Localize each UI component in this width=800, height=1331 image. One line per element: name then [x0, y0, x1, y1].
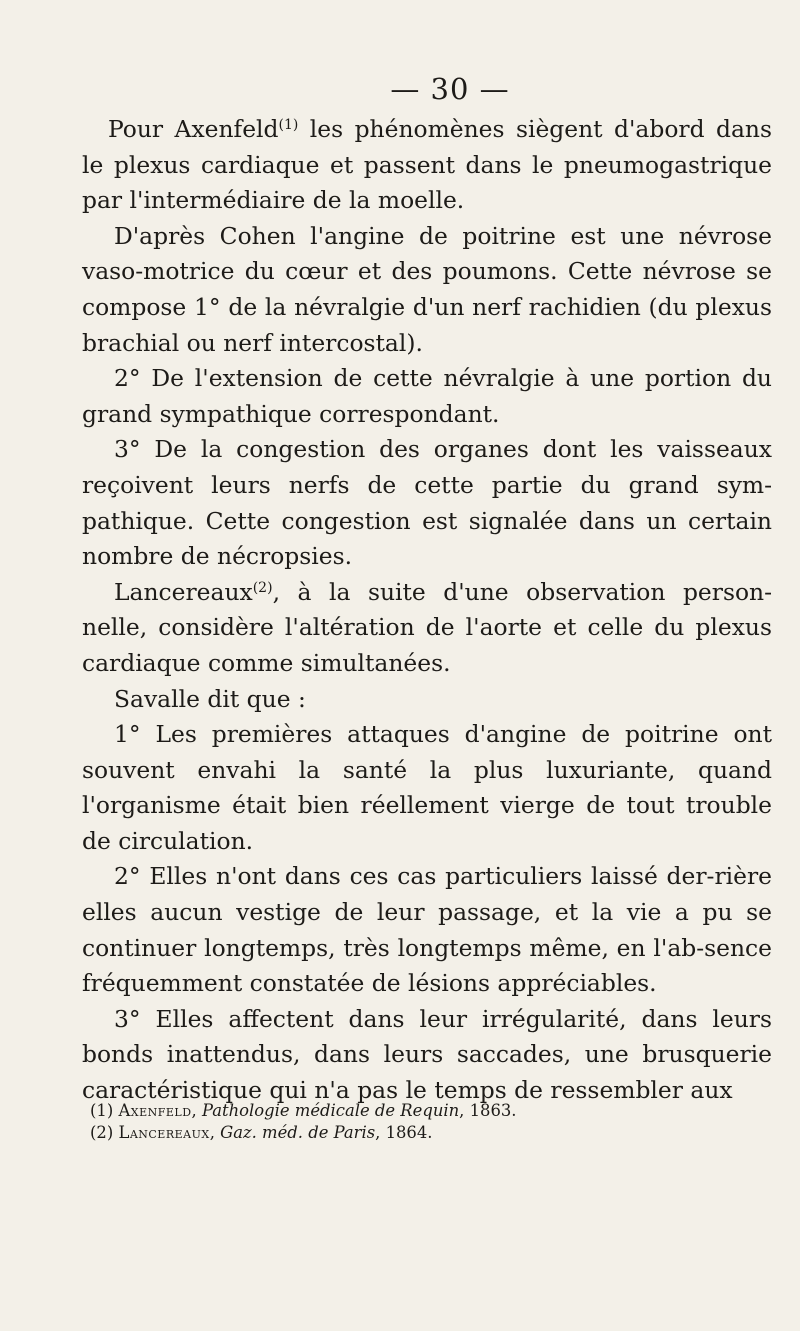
- paragraph-axenfeld: [82, 112, 772, 219]
- footnote-ref-2: (2): [252, 579, 273, 596]
- paragraph-text: , à la suite d'une observation person-nelle, considère l'altération de l'aorte et celle du plexus cardiaque comme simultanées.: [82, 577, 772, 677]
- footnote-work: Gaz. méd. de Paris: [220, 1123, 376, 1142]
- footnote-number: (1): [90, 1101, 114, 1120]
- footnote-separator: ,: [191, 1101, 202, 1120]
- footnote-1: [82, 1100, 772, 1122]
- footnote-rest: , 1863.: [459, 1101, 517, 1120]
- paragraph-text: les phénomènes siègent d'abord dans le plexus cardiaque et passent dans le pneumogastrique par l'intermédiaire de la moelle.: [82, 115, 773, 215]
- footnote-separator: ,: [209, 1123, 221, 1142]
- footnote-author: Lancereaux: [118, 1123, 210, 1142]
- paragraph-text: Lancereaux: [114, 577, 253, 606]
- paragraph-lancereaux: [82, 575, 772, 682]
- footnote-ref-1: (1): [278, 117, 299, 133]
- paragraph-savalle-2: 2° Elles n'ont dans ces cas particuliers laissé der-rière elles aucun vestige de leur passage, et la vie a pu se continuer longtemps, très longtemps même, en l'ab-sence fréquemment constatée de lésions appréciables.: [82, 862, 772, 998]
- paragraph-savalle-1: 1° Les premières attaques d'angine de poitrine ont souvent envahi la santé la plus luxuriante, quand l'organisme était bien réellement vierge de tout trouble de circulation.: [82, 720, 772, 855]
- paragraph-point-3: 3° De la congestion des organes dont les vaisseaux reçoivent leurs nerfs de cette partie du grand sym-pathique. Cette congestion est signalée dans un certain nombre de nécropsies.: [82, 435, 772, 571]
- footnotes: [82, 1100, 772, 1144]
- paragraph-savalle-3: 3° Elles affectent dans leur irrégularité, dans leurs bonds inattendus, dans leurs saccades, une brusquerie caractéristique qui n'a pas le temps de ressembler aux: [82, 1004, 772, 1105]
- body-text: [82, 112, 772, 1109]
- paragraph-savalle: Savalle dit que :: [114, 684, 306, 713]
- paragraph-text: Pour Axenfeld: [108, 115, 279, 143]
- paragraph-point-2: 2° De l'extension de cette névralgie à une portion du grand sympathique correspondant.: [82, 364, 772, 428]
- footnote-2: [82, 1122, 772, 1144]
- footnote-work: Pathologie médicale de Requin: [201, 1101, 460, 1120]
- page-number: — 30 —: [390, 72, 510, 106]
- footnote-number: (2): [90, 1123, 114, 1142]
- footnote-author: Axenfeld: [118, 1101, 192, 1120]
- footnote-rest: , 1864.: [375, 1123, 433, 1142]
- paragraph-cohen: D'après Cohen l'angine de poitrine est une névrose vaso-motrice du cœur et des poumons. Cette névrose se compose 1° de la névralgie d'un nerf rachidien (du plexus brachial ou nerf intercostal).: [82, 221, 772, 357]
